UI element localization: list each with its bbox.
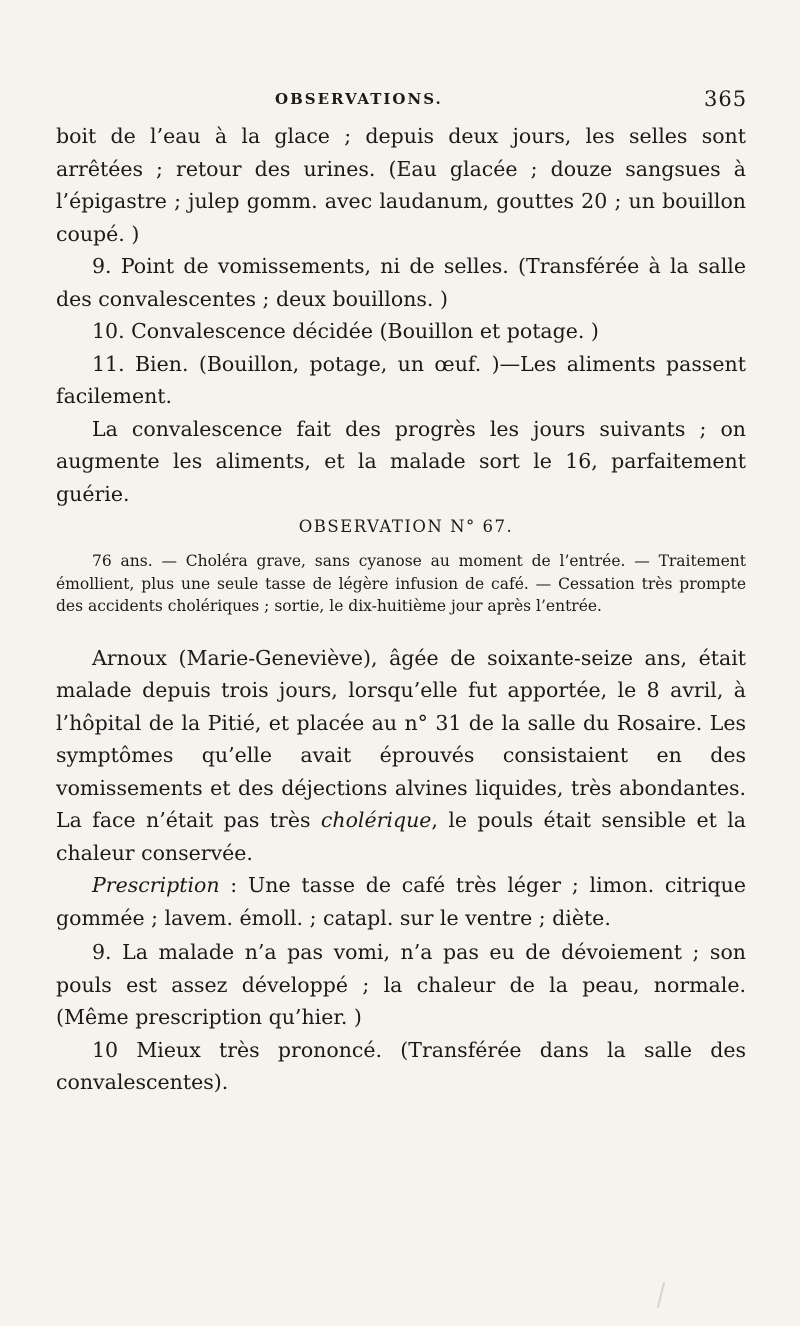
case-day-9: 9. La malade n’a pas vomi, n’a pas eu de dévoiement ; son pouls est assez développé ; la chaleur de la peau, normale. (Même prescription qu’hier. ) bbox=[56, 940, 746, 1029]
prescription-paragraph bbox=[56, 869, 746, 934]
running-head bbox=[0, 87, 800, 120]
prescription-text: : Une tasse de café très léger ; limon. citrique gommée ; lavem. émoll. ; catapl. sur le ventre ; diète. bbox=[56, 873, 746, 930]
case-intro-text: Arnoux (Marie-Geneviève), âgée de soixante-seize ans, était malade depuis trois jours, lorsqu’elle fut apportée, le 8 avril, à l’hôpital de la Pitié, et placée au n° 31 de la salle du Rosaire. Les symptômes qu’elle avait éprouvés consistaient en des vomissements et des déjections alvines liquides, très abondantes. La face n’était pas très bbox=[56, 645, 746, 832]
prescription-label: Prescription bbox=[92, 873, 220, 897]
case-introduction bbox=[56, 642, 746, 870]
paragraph-day-9: 9. Point de vomissements, ni de selles. (Transférée à la salle des convalescentes ; deux bouillons. ) bbox=[56, 254, 746, 311]
paragraph-convalescence: La convalescence fait des progrès les jours suivants ; on augmente les aliments, et la malade sort le 16, parfaitement guérie. bbox=[56, 416, 746, 506]
case-intro-italic: cholérique bbox=[320, 808, 432, 832]
observation-heading: OBSERVATION N° 67. bbox=[298, 517, 514, 536]
paragraph-continuation: boit de l’eau à la glace ; depuis deux jours, les selles sont arrêtées ; retour des urines. (Eau glacée ; douze sangsues à l’épigastre ; julep gomm. avec laudanum, gouttes 20 ; un bouillon coupé. ) bbox=[56, 124, 746, 246]
body-text bbox=[56, 120, 746, 1099]
page-number: 365 bbox=[704, 87, 748, 111]
case-intro-end: , le pouls était sensible et la chaleur conservée. bbox=[56, 808, 747, 865]
paper-mark bbox=[657, 1282, 665, 1308]
observation-summary: 76 ans. — Choléra grave, sans cyanose au moment de l’entrée. — Traitement émollient, plus une seule tasse de légère infusion de café. — Cessation très prompte des accidents cholériques ; sortie, le dix-huitième jour après l’entrée. bbox=[56, 552, 746, 615]
case-day-10: 10 Mieux très prononcé. (Transférée dans la salle des convalescentes). bbox=[56, 1037, 746, 1094]
paragraph-day-11: 11. Bien. (Bouillon, potage, un œuf. )—Les aliments passent facilement. bbox=[56, 351, 746, 408]
running-head-title: OBSERVATIONS. bbox=[275, 90, 443, 108]
paragraph-day-10: 10. Convalescence décidée (Bouillon et potage. ) bbox=[92, 319, 599, 343]
